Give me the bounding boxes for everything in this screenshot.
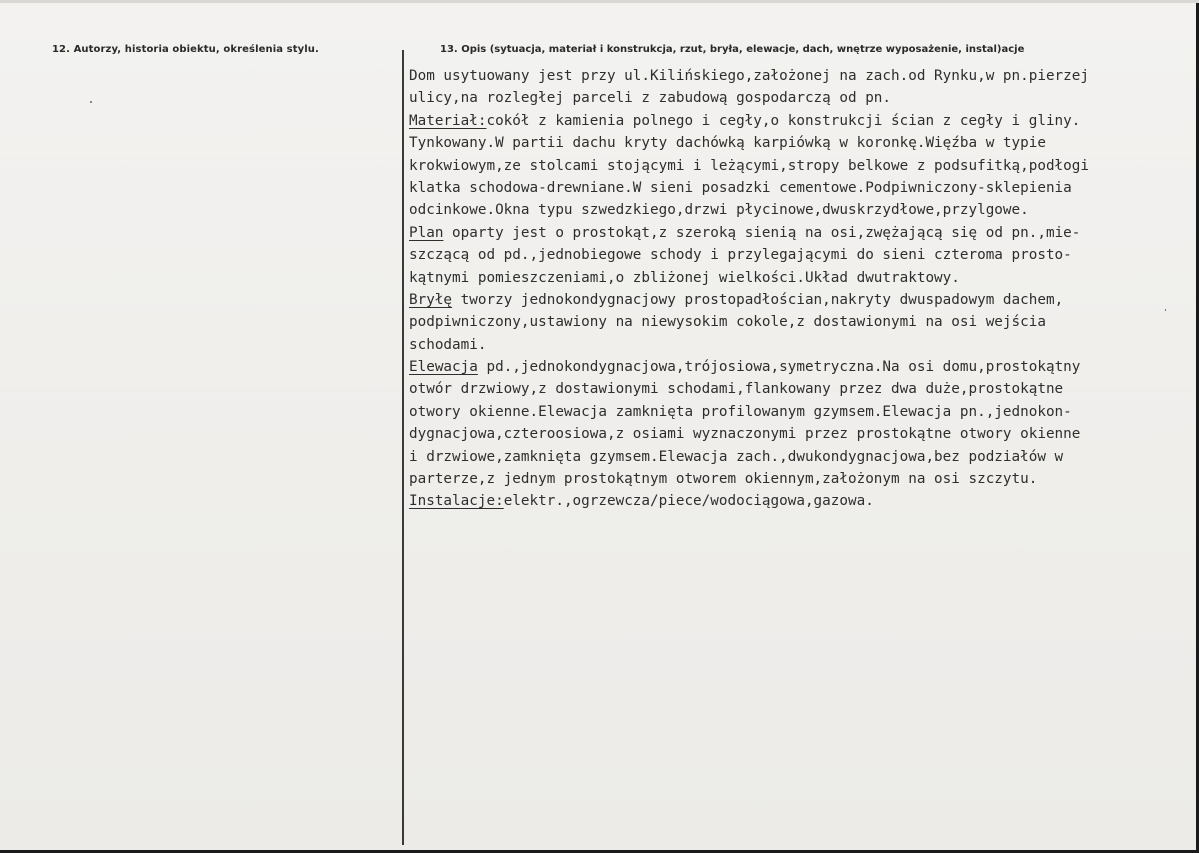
line-text: elektr.,ogrzewcza/piece/wodociągowa,gazowa. — [503, 493, 874, 510]
line-text: podpiwniczony,ustawiony na niewysokim cokole,z dostawionymi na osi wejścia — [409, 314, 1046, 331]
text-line — [409, 267, 1189, 289]
line-text: schodami. — [409, 336, 487, 353]
line-text: dygnacjowa,czteroosiowa,z osiami wyznaczonymi przez prostokątne otwory okienne — [409, 426, 1081, 443]
description-text — [409, 65, 1189, 513]
line-keyword: Instalacje: — [409, 493, 504, 510]
text-line — [409, 446, 1189, 468]
line-text: ulicy,na rozległej parceli z zabudową gospodarczą od pn. — [409, 90, 892, 107]
text-line — [409, 378, 1189, 400]
line-keyword: Materiał: — [409, 112, 487, 129]
text-line — [409, 199, 1189, 221]
text-line — [409, 311, 1189, 333]
line-text: oparty jest o prostokąt,z szeroką sienią na osi,zwężającą się od pn.,mie- — [443, 224, 1081, 241]
text-line — [409, 334, 1189, 356]
line-text: otwory okienne.Elewacja zamknięta profilowanym gzymsem.Elewacja pn.,jednokon- — [409, 403, 1072, 420]
column-divider — [402, 50, 404, 845]
text-line — [409, 132, 1189, 154]
line-keyword: Plan — [409, 224, 444, 241]
text-line — [409, 423, 1189, 445]
line-text: parterze,z jednym prostokątnym otworem okiennym,założonym na osi szczytu. — [409, 471, 1038, 488]
line-text: szczącą od pd.,jednobiegowe schody i przylegającymi do sieni czteroma prosto- — [409, 247, 1072, 264]
text-line — [409, 155, 1189, 177]
text-line — [409, 244, 1189, 266]
line-text: Tynkowany.W partii dachu kryty dachówką karpiówką w koronkę.Więźba w typie — [409, 135, 1046, 152]
line-keyword: Bryłę — [409, 291, 453, 308]
line-text: krokwiowym,ze stolcami stojącymi i leżącymi,stropy belkowe z podsufitką,podłogi — [409, 157, 1089, 174]
text-line — [409, 65, 1189, 87]
text-line — [409, 490, 1189, 512]
text-line — [409, 87, 1189, 109]
text-line — [409, 110, 1189, 132]
text-line — [409, 468, 1189, 490]
line-text: Dom usytuowany jest przy ul.Kilińskiego,założonej na zach.od Rynku,w pn.pierzej — [409, 68, 1089, 84]
line-text: klatka schodowa-drewniane.W sieni posadzki cementowe.Podpiwniczony-sklepienia — [409, 179, 1072, 196]
paper-speck — [90, 101, 92, 103]
section-13-label: 13. Opis (sytuacja, materiał i konstrukcja, rzut, bryła, elewacje, dach, wnętrze wyposażenie, instal)acje — [440, 44, 1025, 55]
line-text: otwór drzwiowy,z dostawionymi schodami,flankowany przez dwa duże,prostokątne — [409, 381, 1064, 398]
line-text: tworzy jednokondygnacjowy prostopadłościan,nakryty dwuspadowym dachem, — [452, 291, 1064, 308]
text-line — [409, 401, 1189, 423]
text-line — [409, 356, 1189, 378]
line-text: cokół z kamienia polnego i cegły,o konstrukcji ścian z cegły i gliny. — [486, 112, 1081, 129]
text-line — [409, 289, 1189, 311]
text-line — [409, 177, 1189, 199]
text-line — [409, 222, 1189, 244]
line-text: i drzwiowe,zamknięta gzymsem.Elewacja zach.,dwukondygnacjowa,bez podziałów w — [409, 448, 1064, 465]
line-text: pd.,jednokondygnacjowa,trójosiowa,symetryczna.Na osi domu,prostokątny — [477, 359, 1081, 376]
line-text: odcinkowe.Okna typu szwedzkiego,drzwi płycinowe,dwuskrzydłowe,przylgowe. — [409, 202, 1029, 219]
paper-top-edge — [0, 0, 1199, 3]
line-keyword: Elewacja — [409, 359, 478, 376]
section-12-label: 12. Autorzy, historia obiektu, określenia stylu. — [52, 44, 319, 55]
line-text: kątnymi pomieszczeniami,o zbliżonej wielkości.Układ dwutraktowy. — [409, 269, 960, 286]
